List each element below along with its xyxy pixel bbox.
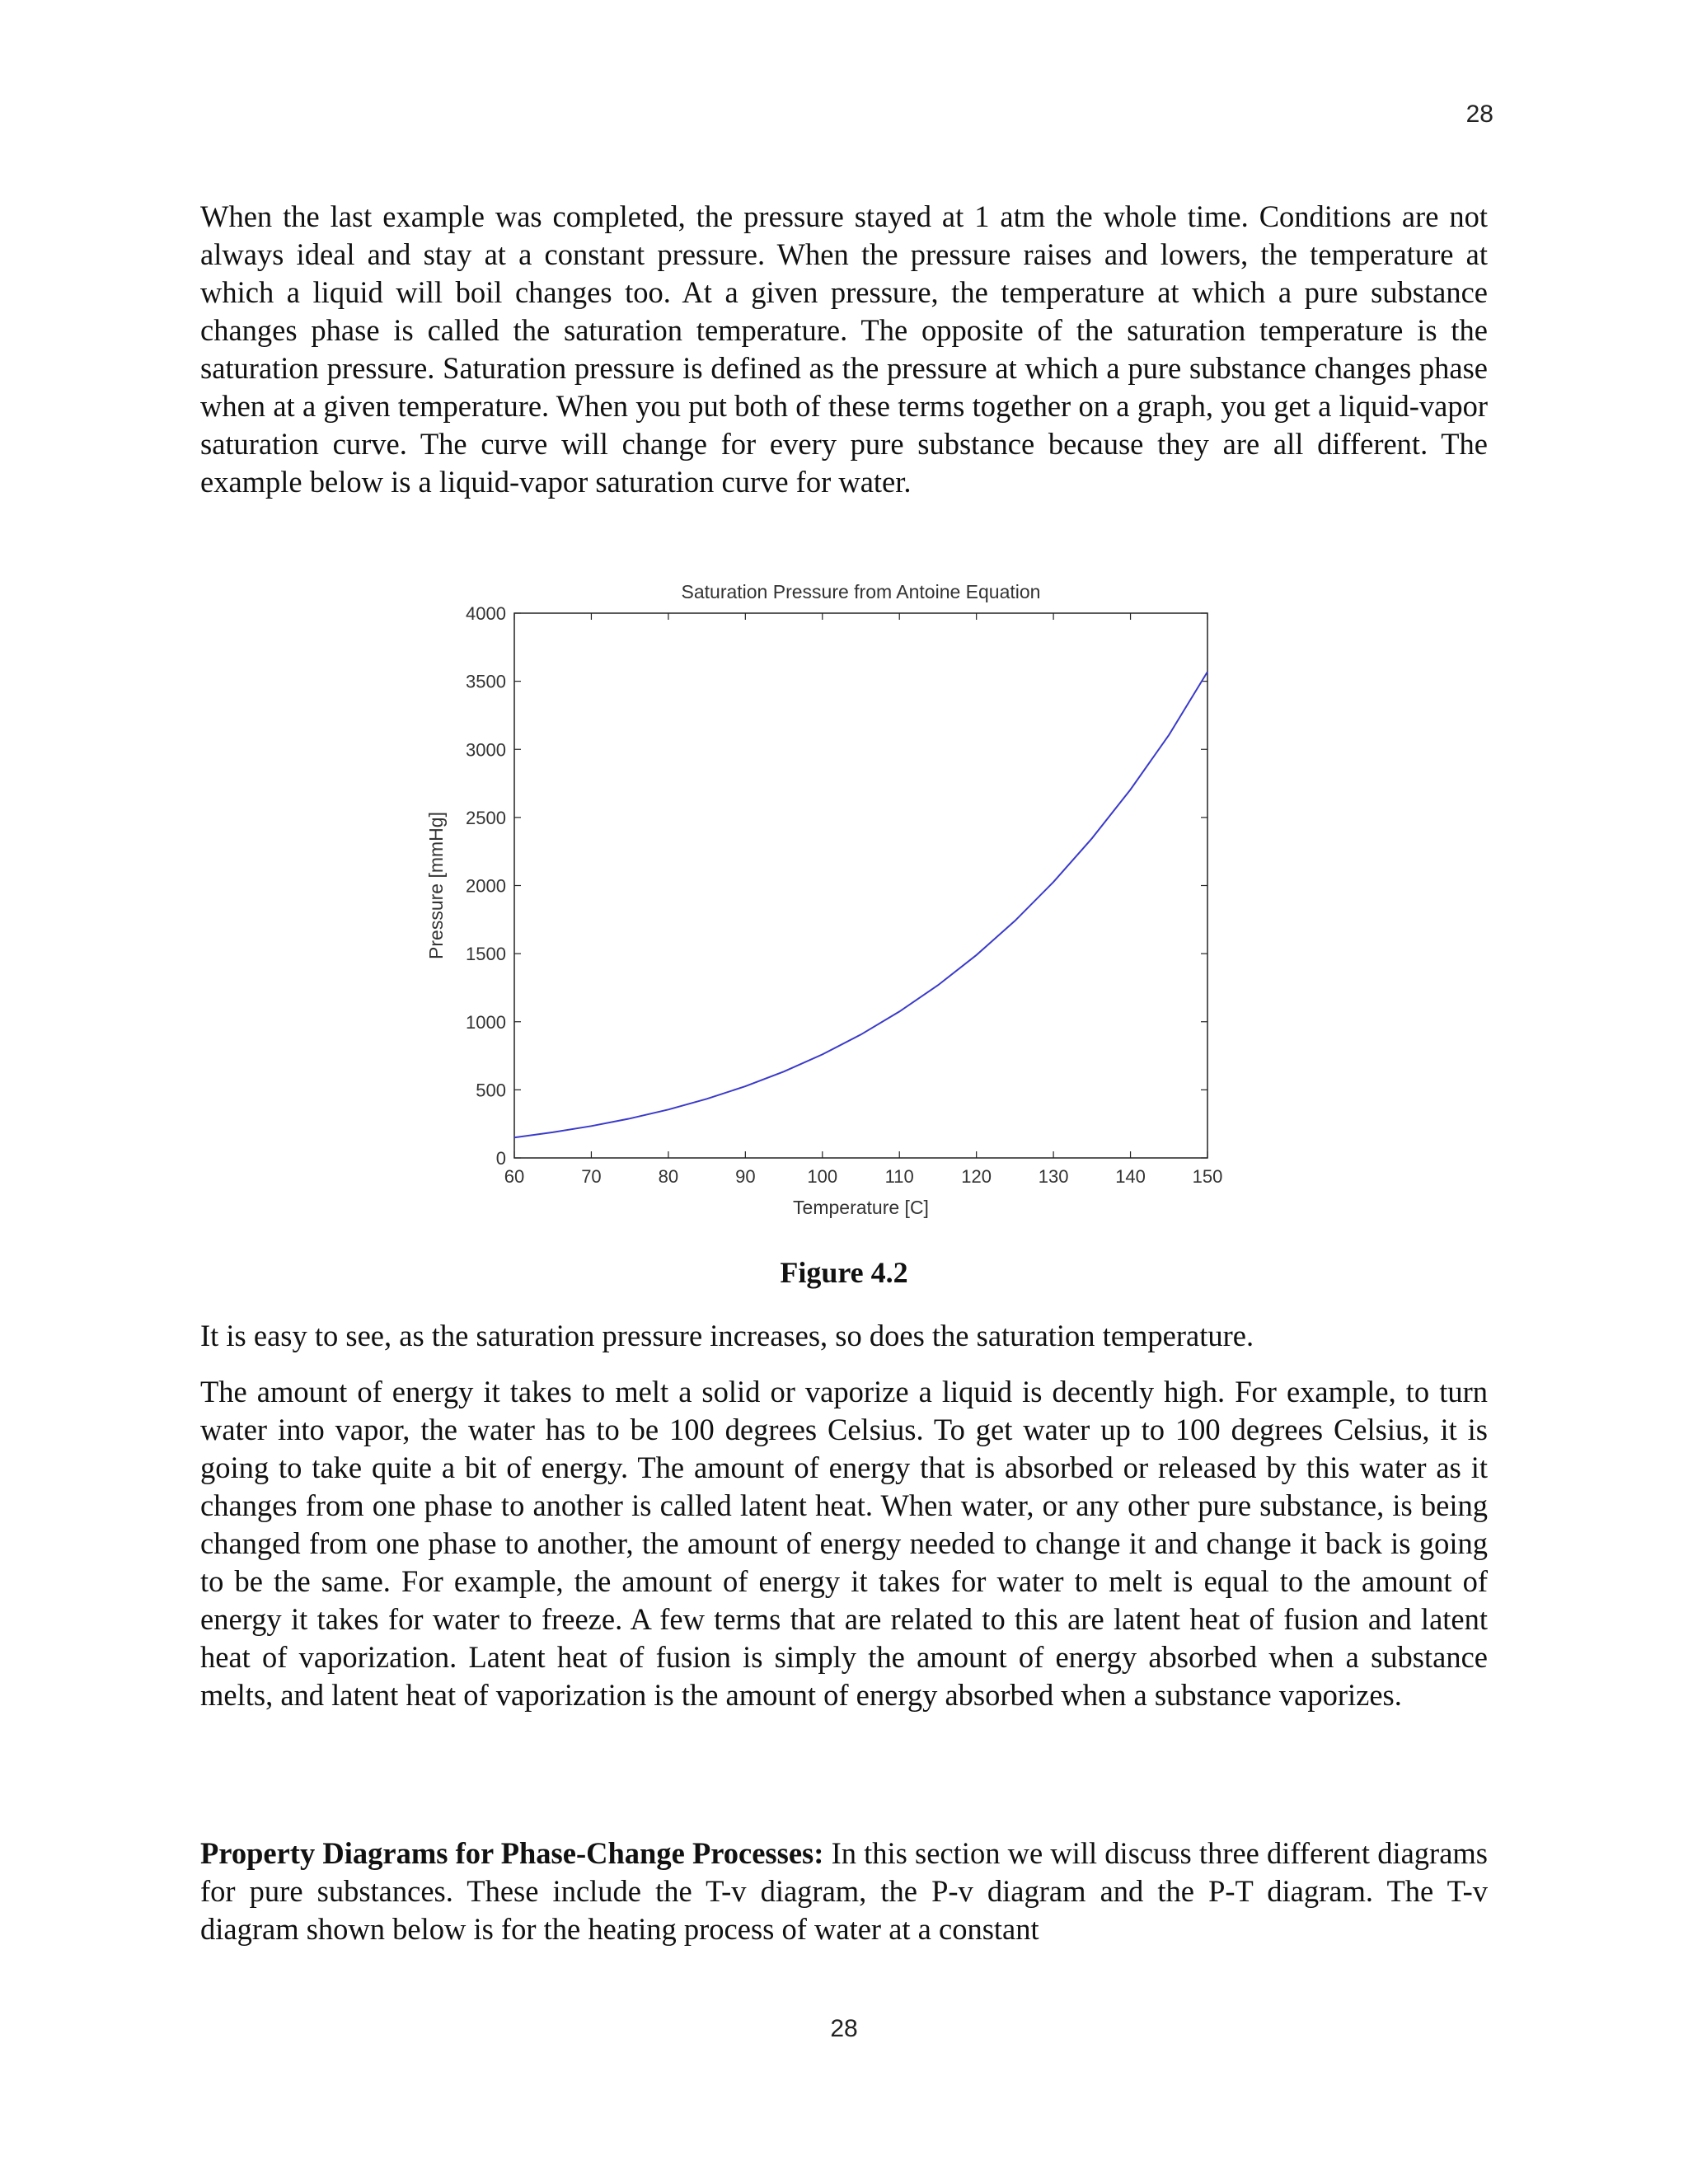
- paragraph-saturation-intro: When the last example was completed, the pressure stayed at 1 atm the whole time. Conditions are not always ideal and stay at a constant pressure. When the pressure raises and lowers, the temperature at which a liquid will boil changes too. At a given pressure, the temperature at which a pure substance changes phase is called the saturation temperature. The opposite of the saturation temperature is the saturation pressure. Saturation pressure is defined as the pressure at which a pure substance changes phase when at a given temperature. When you put both of these terms together on a graph, you get a liquid-vapor saturation curve. The curve will change for every pure substance because they are all different. The example below is a liquid-vapor saturation curve for water.: [200, 199, 1488, 499]
- paragraph-latent-heat: The amount of energy it takes to melt a solid or vaporize a liquid is decently high. For example, to turn water into vapor, the water has to be 100 degrees Celsius. To get water up to 100 degrees Celsius, it is going to take quite a bit of energy. The amount of energy that is absorbed or released by this water as it changes from one phase to another is called latent heat. When water, or any other pure substance, is being changed from one phase to another, the amount of energy needed to change it and change it back is going to be the same. For example, the amount of energy it takes for water to melt is equal to the amount of energy it takes for water to freeze. A few terms that are related to this are latent heat of fusion and latent heat of vaporization. Latent heat of fusion is simply the amount of energy absorbed when a substance melts, and latent heat of vaporization is the amount of energy absorbed when a substance vaporizes.: [200, 1375, 1488, 1712]
- figure-caption: Figure 4.2: [780, 1256, 908, 1289]
- x-tick-label: 130: [1038, 1166, 1069, 1187]
- x-tick-label: 140: [1115, 1166, 1146, 1187]
- y-tick-label: 0: [495, 1148, 506, 1169]
- section-heading-property-diagrams: Property Diagrams for Phase-Change Processes:: [200, 1836, 824, 1870]
- y-tick-label: 2500: [466, 807, 506, 828]
- x-tick-label: 110: [884, 1166, 914, 1187]
- chart-title: Saturation Pressure from Antoine Equation: [681, 581, 1041, 602]
- paragraph-property-diagrams: [200, 1835, 1488, 1948]
- y-tick-label: 2000: [466, 875, 506, 897]
- x-tick-label: 100: [807, 1166, 838, 1187]
- x-tick-label: 70: [581, 1166, 602, 1187]
- y-tick-label: 1000: [466, 1011, 506, 1033]
- x-tick-label: 60: [504, 1166, 525, 1187]
- plot-frame: [514, 613, 1207, 1158]
- x-tick-label: 120: [961, 1166, 992, 1187]
- page-number-bottom: 28: [830, 2015, 858, 2042]
- x-tick-label: 80: [658, 1166, 679, 1187]
- y-tick-label: 4000: [466, 603, 506, 624]
- paragraph-property-diagrams-body: In this section we will discuss three different diagrams for pure substances. These include the T-v diagram, the P-v diagram and the P-T diagram. The T-v diagram shown below is for the heating process of water at a constant: [200, 1836, 1488, 1946]
- x-axis-label: Temperature [C]: [793, 1197, 929, 1218]
- y-tick-label: 1500: [466, 944, 506, 965]
- x-tick-label: 90: [735, 1166, 756, 1187]
- series-line: [514, 672, 1207, 1137]
- y-tick-label: 500: [476, 1080, 506, 1101]
- x-tick-label: 150: [1192, 1166, 1223, 1187]
- saturation-pressure-chart: [412, 569, 1236, 1228]
- y-tick-label: 3000: [466, 739, 506, 761]
- y-axis-label: Pressure [mmHg]: [425, 812, 447, 959]
- page-number-top: 28: [1465, 101, 1493, 128]
- paragraph-observation: It is easy to see, as the saturation pressure increases, so does the saturation temperature.: [200, 1319, 1254, 1352]
- y-tick-label: 3500: [466, 671, 506, 692]
